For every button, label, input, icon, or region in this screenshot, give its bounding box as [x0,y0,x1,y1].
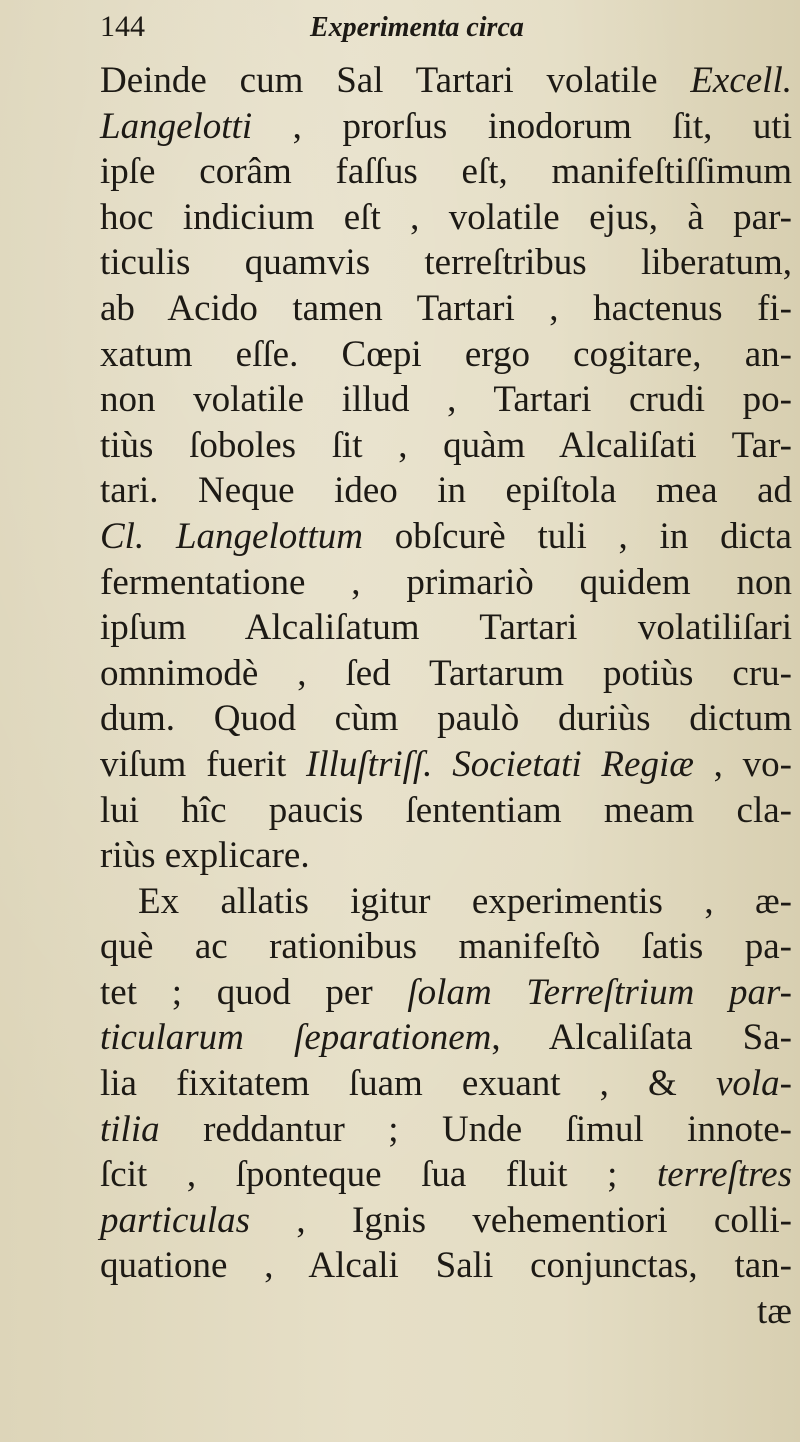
text-segment: , vo- [693,743,793,785]
text-line [100,377,792,423]
text-line [100,240,792,286]
text-line [100,514,792,560]
text-segment: omnimodè , ſed Tartarum potiùs cru- [100,652,792,694]
text-line [100,742,792,788]
text-segment: hoc indicium eſt , volatile ejus, à par- [100,196,792,238]
text-segment: ab Acido tamen Tartari , hactenus fi- [100,287,792,329]
italic-text: Excell. [690,60,792,101]
text-line [100,1243,792,1289]
text-segment: ipſum Alcaliſatum Tartari volatiliſari [100,607,792,649]
text-line [100,651,792,697]
text-line [100,879,792,925]
text-line [100,1152,792,1198]
text-segment: Ex allatis igitur experimentis , æ- [138,880,792,922]
text-segment: ticulis quamvis terreſtribus liberatum, [100,242,792,284]
text-line [100,149,792,195]
text-line [100,1107,792,1153]
text-segment: què ac rationibus manifeſtò ſatis pa- [100,926,792,968]
text-line [100,970,792,1016]
text-segment: quatione , Alcali Sali conjunctas, tan- [100,1245,792,1287]
text-segment: ſcit , ſponteque ſua fluit ; [100,1154,658,1196]
text-segment: non volatile illud , Tartari crudi po- [100,379,792,421]
italic-text: terreſtres [657,1154,792,1196]
italic-text: Langelotti [100,105,253,147]
text-segment: ipſe corâm faſſus eſt, manifeſtiſſimum [100,151,792,193]
italic-text: ticularum ſeparationem [100,1017,492,1059]
text-segment: lui hîc paucis ſententiam meam cla- [100,789,792,831]
text-segment: , Ignis vehementiori colli- [250,1199,792,1241]
text-segment: dum. Quod cùm paulò duriùs dictum [100,698,792,740]
text-segment: , prorſus inodorum ſit, uti [252,105,792,147]
italic-text: ſolam Terreſtrium par- [407,971,792,1013]
italic-text: vola- [715,1063,792,1105]
text-line [100,560,792,606]
italic-text: Cl. Langelottum [100,515,364,557]
text-line [100,1198,792,1244]
text-line [100,924,792,970]
text-line [100,58,792,104]
text-line [100,1015,792,1061]
text-line [100,104,792,150]
running-head: Experimenta circa [310,12,524,43]
text-line [100,423,792,469]
text-line [100,1289,792,1335]
body-text [100,58,792,1335]
text-segment: xatum eſſe. Cœpi ergo cogitare, an- [100,333,792,375]
text-line [100,605,792,651]
italic-text: Illuſtriſſ. Societati Regiæ [306,743,694,785]
text-segment: obſcurè tuli , in dicta [363,515,792,557]
text-line [100,833,792,879]
text-line [100,468,792,514]
text-segment: riùs explicare. [100,835,310,877]
text-segment: tari. Neque ideo in epiſtola mea ad [100,470,792,512]
text-segment: viſum fuerit [100,743,306,785]
text-segment: tæ [757,1291,792,1333]
text-line [100,195,792,241]
text-segment: reddantur ; Unde ſimul innote- [159,1108,792,1150]
text-segment: , Alcaliſata Sa- [491,1017,792,1059]
italic-text: tilia [100,1108,160,1150]
text-line [100,1061,792,1107]
page-header [100,10,760,50]
text-segment: Deinde cum Sal Tartari volatile [100,60,691,101]
text-line [100,332,792,378]
text-segment: fermentatione , primariò quidem non [100,561,792,603]
text-line [100,788,792,834]
text-line [100,696,792,742]
text-line [100,286,792,332]
italic-text: particulas [100,1199,251,1241]
text-segment: tiùs ſoboles ſit , quàm Alcaliſati Tar- [100,424,792,466]
text-segment: tet ; quod per [100,971,408,1013]
page-number: 144 [100,10,145,43]
text-segment: lia fixitatem ſuam exuant , & [100,1063,716,1105]
